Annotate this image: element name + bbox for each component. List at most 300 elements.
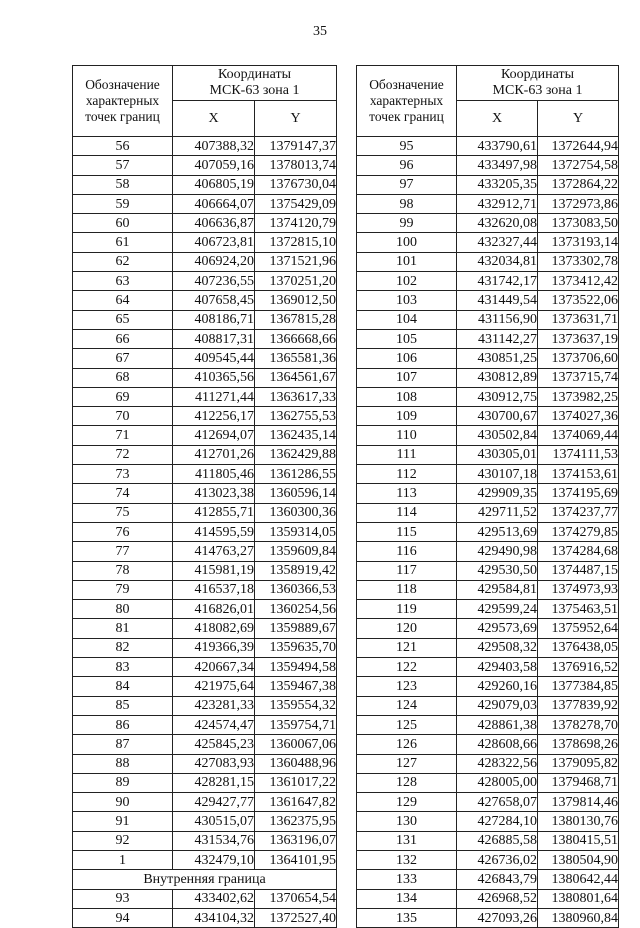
table-row bbox=[357, 831, 619, 850]
point-id: 113 bbox=[357, 484, 457, 503]
point-id: 99 bbox=[357, 214, 457, 233]
table-row bbox=[73, 484, 337, 503]
coord-x: 406924,20 bbox=[173, 252, 255, 271]
coord-y: 1362429,88 bbox=[255, 445, 337, 464]
coord-x: 431156,90 bbox=[457, 310, 538, 329]
table-row bbox=[357, 465, 619, 484]
point-id: 75 bbox=[73, 503, 173, 522]
coord-y: 1373412,42 bbox=[538, 272, 619, 291]
table-row bbox=[357, 368, 619, 387]
table-row bbox=[357, 252, 619, 271]
point-id: 71 bbox=[73, 426, 173, 445]
coord-y: 1360254,56 bbox=[255, 600, 337, 619]
coord-x: 429599,24 bbox=[457, 600, 538, 619]
table-row bbox=[73, 503, 337, 522]
point-id: 89 bbox=[73, 773, 173, 792]
point-id: 116 bbox=[357, 542, 457, 561]
coord-y: 1359494,58 bbox=[255, 658, 337, 677]
table-row bbox=[73, 850, 337, 869]
coord-x: 406636,87 bbox=[173, 214, 255, 233]
coord-x: 418082,69 bbox=[173, 619, 255, 638]
point-id: 111 bbox=[357, 445, 457, 464]
coord-y: 1362435,14 bbox=[255, 426, 337, 445]
coordinates-table-left bbox=[72, 65, 337, 928]
point-id: 109 bbox=[357, 407, 457, 426]
point-id: 115 bbox=[357, 522, 457, 541]
point-id: 66 bbox=[73, 329, 173, 348]
coord-y: 1372815,10 bbox=[255, 233, 337, 252]
coord-y: 1360366,53 bbox=[255, 580, 337, 599]
coord-x: 430812,89 bbox=[457, 368, 538, 387]
header-coords-system: МСК-63 зона 1 bbox=[209, 83, 300, 98]
point-id: 114 bbox=[357, 503, 457, 522]
coord-y: 1372864,22 bbox=[538, 175, 619, 194]
coord-x: 410365,56 bbox=[173, 368, 255, 387]
table-row bbox=[73, 831, 337, 850]
point-id: 79 bbox=[73, 580, 173, 599]
coord-y: 1372754,58 bbox=[538, 156, 619, 175]
coord-y: 1370251,20 bbox=[255, 272, 337, 291]
table-row bbox=[357, 503, 619, 522]
coord-y: 1379147,37 bbox=[255, 137, 337, 156]
table-row bbox=[73, 137, 337, 156]
coord-y: 1366668,66 bbox=[255, 329, 337, 348]
table-row bbox=[73, 735, 337, 754]
coord-y: 1375429,09 bbox=[255, 194, 337, 213]
point-id: 84 bbox=[73, 677, 173, 696]
coord-y: 1374120,79 bbox=[255, 214, 337, 233]
table-row bbox=[73, 272, 337, 291]
table-row bbox=[73, 291, 337, 310]
coord-y: 1376730,04 bbox=[255, 175, 337, 194]
coord-x: 429260,16 bbox=[457, 677, 538, 696]
coord-x: 431449,54 bbox=[457, 291, 538, 310]
coord-x: 433790,61 bbox=[457, 137, 538, 156]
point-id: 110 bbox=[357, 426, 457, 445]
point-id: 132 bbox=[357, 850, 457, 869]
point-id: 85 bbox=[73, 696, 173, 715]
coord-x: 412701,26 bbox=[173, 445, 255, 464]
coord-y: 1359635,70 bbox=[255, 638, 337, 657]
point-id: 97 bbox=[357, 175, 457, 194]
table-row bbox=[73, 387, 337, 406]
coord-y: 1361286,55 bbox=[255, 465, 337, 484]
point-id: 133 bbox=[357, 870, 457, 889]
coord-y: 1373706,60 bbox=[538, 349, 619, 368]
point-id: 107 bbox=[357, 368, 457, 387]
table-row bbox=[357, 561, 619, 580]
coord-x: 433205,35 bbox=[457, 175, 538, 194]
table-row bbox=[73, 696, 337, 715]
coord-y: 1375952,64 bbox=[538, 619, 619, 638]
coord-y: 1376438,05 bbox=[538, 638, 619, 657]
coord-y: 1378278,70 bbox=[538, 715, 619, 734]
coord-x: 426736,02 bbox=[457, 850, 538, 869]
coord-x: 427284,10 bbox=[457, 812, 538, 831]
coord-y: 1380415,51 bbox=[538, 831, 619, 850]
table-row bbox=[73, 407, 337, 426]
coord-x: 427083,93 bbox=[173, 754, 255, 773]
point-id: 123 bbox=[357, 677, 457, 696]
coord-x: 427658,07 bbox=[457, 793, 538, 812]
coord-x: 429909,35 bbox=[457, 484, 538, 503]
table-row bbox=[73, 329, 337, 348]
coord-y: 1361647,82 bbox=[255, 793, 337, 812]
table-row bbox=[73, 580, 337, 599]
coord-y: 1372527,40 bbox=[255, 908, 337, 927]
table-row bbox=[357, 677, 619, 696]
point-id: 101 bbox=[357, 252, 457, 271]
coord-x: 412256,17 bbox=[173, 407, 255, 426]
table-row bbox=[73, 522, 337, 541]
point-id: 60 bbox=[73, 214, 173, 233]
coord-x: 407059,16 bbox=[173, 156, 255, 175]
header-coordinates bbox=[173, 66, 337, 101]
table-row bbox=[357, 310, 619, 329]
coord-y: 1372644,94 bbox=[538, 137, 619, 156]
table-row bbox=[357, 715, 619, 734]
point-id: 103 bbox=[357, 291, 457, 310]
coord-x: 425845,23 bbox=[173, 735, 255, 754]
coord-y: 1367815,28 bbox=[255, 310, 337, 329]
coord-x: 430305,01 bbox=[457, 445, 538, 464]
coord-x: 409545,44 bbox=[173, 349, 255, 368]
point-id: 91 bbox=[73, 812, 173, 831]
coord-x: 406723,81 bbox=[173, 233, 255, 252]
coord-x: 414763,27 bbox=[173, 542, 255, 561]
coord-x: 429584,81 bbox=[457, 580, 538, 599]
table-row bbox=[73, 638, 337, 657]
coord-x: 426843,79 bbox=[457, 870, 538, 889]
point-id: 129 bbox=[357, 793, 457, 812]
table-row bbox=[357, 600, 619, 619]
point-id: 106 bbox=[357, 349, 457, 368]
table-row bbox=[357, 773, 619, 792]
coord-x: 413023,38 bbox=[173, 484, 255, 503]
table-row bbox=[73, 658, 337, 677]
coord-y: 1365581,36 bbox=[255, 349, 337, 368]
point-id: 58 bbox=[73, 175, 173, 194]
point-id: 74 bbox=[73, 484, 173, 503]
point-id: 88 bbox=[73, 754, 173, 773]
point-id: 100 bbox=[357, 233, 457, 252]
coord-y: 1364561,67 bbox=[255, 368, 337, 387]
point-id: 80 bbox=[73, 600, 173, 619]
table-row bbox=[73, 754, 337, 773]
coord-x: 428281,15 bbox=[173, 773, 255, 792]
coord-y: 1359609,84 bbox=[255, 542, 337, 561]
table-row bbox=[357, 580, 619, 599]
coord-x: 432034,81 bbox=[457, 252, 538, 271]
table-row bbox=[73, 561, 337, 580]
point-id: 120 bbox=[357, 619, 457, 638]
table-row bbox=[73, 600, 337, 619]
table-row bbox=[357, 696, 619, 715]
point-id: 124 bbox=[357, 696, 457, 715]
coord-x: 430502,84 bbox=[457, 426, 538, 445]
coord-x: 429490,98 bbox=[457, 542, 538, 561]
header-point-label bbox=[73, 66, 173, 137]
point-id: 1 bbox=[73, 850, 173, 869]
coord-x: 432479,10 bbox=[173, 850, 255, 869]
header-label-line: точек границ bbox=[85, 109, 160, 124]
header-coords-title: Координаты bbox=[218, 67, 291, 82]
table-row bbox=[73, 368, 337, 387]
table-row bbox=[73, 349, 337, 368]
point-id: 86 bbox=[73, 715, 173, 734]
point-id: 105 bbox=[357, 329, 457, 348]
point-id: 78 bbox=[73, 561, 173, 580]
point-id: 70 bbox=[73, 407, 173, 426]
coord-x: 432327,44 bbox=[457, 233, 538, 252]
coord-y: 1380642,44 bbox=[538, 870, 619, 889]
table-row bbox=[73, 793, 337, 812]
table-row bbox=[357, 658, 619, 677]
coord-x: 428005,00 bbox=[457, 773, 538, 792]
point-id: 128 bbox=[357, 773, 457, 792]
coord-y: 1380504,90 bbox=[538, 850, 619, 869]
coord-x: 420667,34 bbox=[173, 658, 255, 677]
table-row bbox=[357, 407, 619, 426]
table-row bbox=[357, 850, 619, 869]
coord-x: 414595,59 bbox=[173, 522, 255, 541]
coord-y: 1374973,93 bbox=[538, 580, 619, 599]
coord-x: 416537,18 bbox=[173, 580, 255, 599]
point-id: 104 bbox=[357, 310, 457, 329]
coord-y: 1363196,07 bbox=[255, 831, 337, 850]
header-coords-system: МСК-63 зона 1 bbox=[492, 83, 583, 98]
point-id: 83 bbox=[73, 658, 173, 677]
coord-y: 1379468,71 bbox=[538, 773, 619, 792]
table-row bbox=[73, 812, 337, 831]
coord-y: 1369012,50 bbox=[255, 291, 337, 310]
table-row bbox=[357, 754, 619, 773]
table-row bbox=[357, 349, 619, 368]
table-row bbox=[73, 310, 337, 329]
coord-y: 1373522,06 bbox=[538, 291, 619, 310]
coord-x: 428861,38 bbox=[457, 715, 538, 734]
coord-y: 1373982,25 bbox=[538, 387, 619, 406]
table-row bbox=[357, 793, 619, 812]
coord-y: 1379814,46 bbox=[538, 793, 619, 812]
section-row bbox=[73, 870, 337, 889]
point-id: 87 bbox=[73, 735, 173, 754]
coord-y: 1377839,92 bbox=[538, 696, 619, 715]
coord-x: 428322,56 bbox=[457, 754, 538, 773]
header-label-line: точек границ bbox=[369, 109, 444, 124]
point-id: 57 bbox=[73, 156, 173, 175]
header-coords-title: Координаты bbox=[501, 67, 574, 82]
header-coordinates bbox=[457, 66, 619, 101]
point-id: 135 bbox=[357, 908, 457, 927]
point-id: 92 bbox=[73, 831, 173, 850]
left-table-body bbox=[73, 137, 337, 928]
point-id: 63 bbox=[73, 272, 173, 291]
coord-x: 416826,01 bbox=[173, 600, 255, 619]
point-id: 64 bbox=[73, 291, 173, 310]
table-row bbox=[73, 445, 337, 464]
point-id: 122 bbox=[357, 658, 457, 677]
table-row bbox=[357, 194, 619, 213]
point-id: 76 bbox=[73, 522, 173, 541]
table-row bbox=[357, 426, 619, 445]
table-row bbox=[73, 619, 337, 638]
point-id: 127 bbox=[357, 754, 457, 773]
page-number: 35 bbox=[313, 24, 327, 39]
table-row bbox=[73, 175, 337, 194]
point-id: 126 bbox=[357, 735, 457, 754]
coord-y: 1374279,85 bbox=[538, 522, 619, 541]
point-id: 82 bbox=[73, 638, 173, 657]
coord-x: 423281,33 bbox=[173, 696, 255, 715]
coord-x: 434104,32 bbox=[173, 908, 255, 927]
coord-y: 1376916,52 bbox=[538, 658, 619, 677]
coord-x: 411271,44 bbox=[173, 387, 255, 406]
coord-x: 407236,55 bbox=[173, 272, 255, 291]
coord-y: 1371521,96 bbox=[255, 252, 337, 271]
table-row bbox=[357, 638, 619, 657]
point-id: 77 bbox=[73, 542, 173, 561]
coord-y: 1374195,69 bbox=[538, 484, 619, 503]
coord-x: 412694,07 bbox=[173, 426, 255, 445]
coord-y: 1374237,77 bbox=[538, 503, 619, 522]
table-row bbox=[73, 214, 337, 233]
point-id: 69 bbox=[73, 387, 173, 406]
header-label-line: характерных bbox=[369, 93, 444, 108]
coord-x: 430515,07 bbox=[173, 812, 255, 831]
coord-x: 421975,64 bbox=[173, 677, 255, 696]
header-y: Y bbox=[255, 101, 337, 137]
table-row bbox=[357, 214, 619, 233]
header-label-line: характерных bbox=[85, 93, 160, 108]
coord-y: 1359554,32 bbox=[255, 696, 337, 715]
header-label-line: Обозначение bbox=[85, 77, 160, 92]
header-x: X bbox=[173, 101, 255, 137]
header-y: Y bbox=[538, 101, 619, 137]
table-row bbox=[73, 677, 337, 696]
coord-y: 1374153,61 bbox=[538, 465, 619, 484]
coord-y: 1372973,86 bbox=[538, 194, 619, 213]
table-row bbox=[73, 715, 337, 734]
coord-x: 415981,19 bbox=[173, 561, 255, 580]
table-row bbox=[357, 387, 619, 406]
coord-y: 1360488,96 bbox=[255, 754, 337, 773]
coord-x: 429508,32 bbox=[457, 638, 538, 657]
coord-x: 429530,50 bbox=[457, 561, 538, 580]
table-row bbox=[73, 889, 337, 908]
coord-y: 1374069,44 bbox=[538, 426, 619, 445]
point-id: 134 bbox=[357, 889, 457, 908]
point-id: 108 bbox=[357, 387, 457, 406]
coord-x: 427093,26 bbox=[457, 908, 538, 927]
table-row bbox=[73, 773, 337, 792]
coord-y: 1374487,15 bbox=[538, 561, 619, 580]
header-label-line: Обозначение bbox=[369, 77, 444, 92]
point-id: 119 bbox=[357, 600, 457, 619]
table-row bbox=[73, 194, 337, 213]
point-id: 72 bbox=[73, 445, 173, 464]
point-id: 102 bbox=[357, 272, 457, 291]
coord-y: 1375463,51 bbox=[538, 600, 619, 619]
table-row bbox=[73, 156, 337, 175]
coord-y: 1379095,82 bbox=[538, 754, 619, 773]
point-id: 121 bbox=[357, 638, 457, 657]
table-row bbox=[357, 542, 619, 561]
coord-x: 429079,03 bbox=[457, 696, 538, 715]
point-id: 96 bbox=[357, 156, 457, 175]
coord-y: 1377384,85 bbox=[538, 677, 619, 696]
table-row bbox=[357, 870, 619, 889]
point-id: 98 bbox=[357, 194, 457, 213]
coord-y: 1370654,54 bbox=[255, 889, 337, 908]
header-x: X bbox=[457, 101, 538, 137]
point-id: 59 bbox=[73, 194, 173, 213]
point-id: 130 bbox=[357, 812, 457, 831]
table-row bbox=[357, 156, 619, 175]
coord-y: 1374027,36 bbox=[538, 407, 619, 426]
coord-y: 1374111,53 bbox=[538, 445, 619, 464]
coord-x: 429427,77 bbox=[173, 793, 255, 812]
coord-x: 429403,58 bbox=[457, 658, 538, 677]
table-row bbox=[357, 445, 619, 464]
coord-x: 408817,31 bbox=[173, 329, 255, 348]
coord-x: 431742,17 bbox=[457, 272, 538, 291]
coordinates-table-right bbox=[356, 65, 619, 928]
coord-x: 433497,98 bbox=[457, 156, 538, 175]
coord-x: 430912,75 bbox=[457, 387, 538, 406]
coord-y: 1358919,42 bbox=[255, 561, 337, 580]
coord-y: 1360596,14 bbox=[255, 484, 337, 503]
right-table-body bbox=[357, 137, 619, 928]
coord-y: 1373715,74 bbox=[538, 368, 619, 387]
coord-y: 1360300,36 bbox=[255, 503, 337, 522]
coord-x: 408186,71 bbox=[173, 310, 255, 329]
coord-x: 426968,52 bbox=[457, 889, 538, 908]
point-id: 73 bbox=[73, 465, 173, 484]
coord-x: 430700,67 bbox=[457, 407, 538, 426]
table-row bbox=[73, 252, 337, 271]
coord-y: 1380960,84 bbox=[538, 908, 619, 927]
coord-x: 407658,45 bbox=[173, 291, 255, 310]
coord-x: 430851,25 bbox=[457, 349, 538, 368]
coord-y: 1373302,78 bbox=[538, 252, 619, 271]
coord-y: 1378698,26 bbox=[538, 735, 619, 754]
table-row bbox=[73, 426, 337, 445]
point-id: 94 bbox=[73, 908, 173, 927]
coord-y: 1359467,38 bbox=[255, 677, 337, 696]
coord-x: 406664,07 bbox=[173, 194, 255, 213]
coord-x: 433402,62 bbox=[173, 889, 255, 908]
coord-y: 1362755,53 bbox=[255, 407, 337, 426]
table-row bbox=[357, 619, 619, 638]
table-row bbox=[357, 137, 619, 156]
coord-y: 1378013,74 bbox=[255, 156, 337, 175]
coord-x: 428608,66 bbox=[457, 735, 538, 754]
coord-x: 412855,71 bbox=[173, 503, 255, 522]
table-row bbox=[357, 329, 619, 348]
point-id: 131 bbox=[357, 831, 457, 850]
table-row bbox=[357, 735, 619, 754]
table-row bbox=[357, 291, 619, 310]
header-point-label bbox=[357, 66, 457, 137]
coord-x: 411805,46 bbox=[173, 465, 255, 484]
coord-x: 432620,08 bbox=[457, 214, 538, 233]
table-row bbox=[357, 889, 619, 908]
coord-x: 429711,52 bbox=[457, 503, 538, 522]
coord-y: 1374284,68 bbox=[538, 542, 619, 561]
coord-y: 1360067,06 bbox=[255, 735, 337, 754]
coord-x: 431534,76 bbox=[173, 831, 255, 850]
